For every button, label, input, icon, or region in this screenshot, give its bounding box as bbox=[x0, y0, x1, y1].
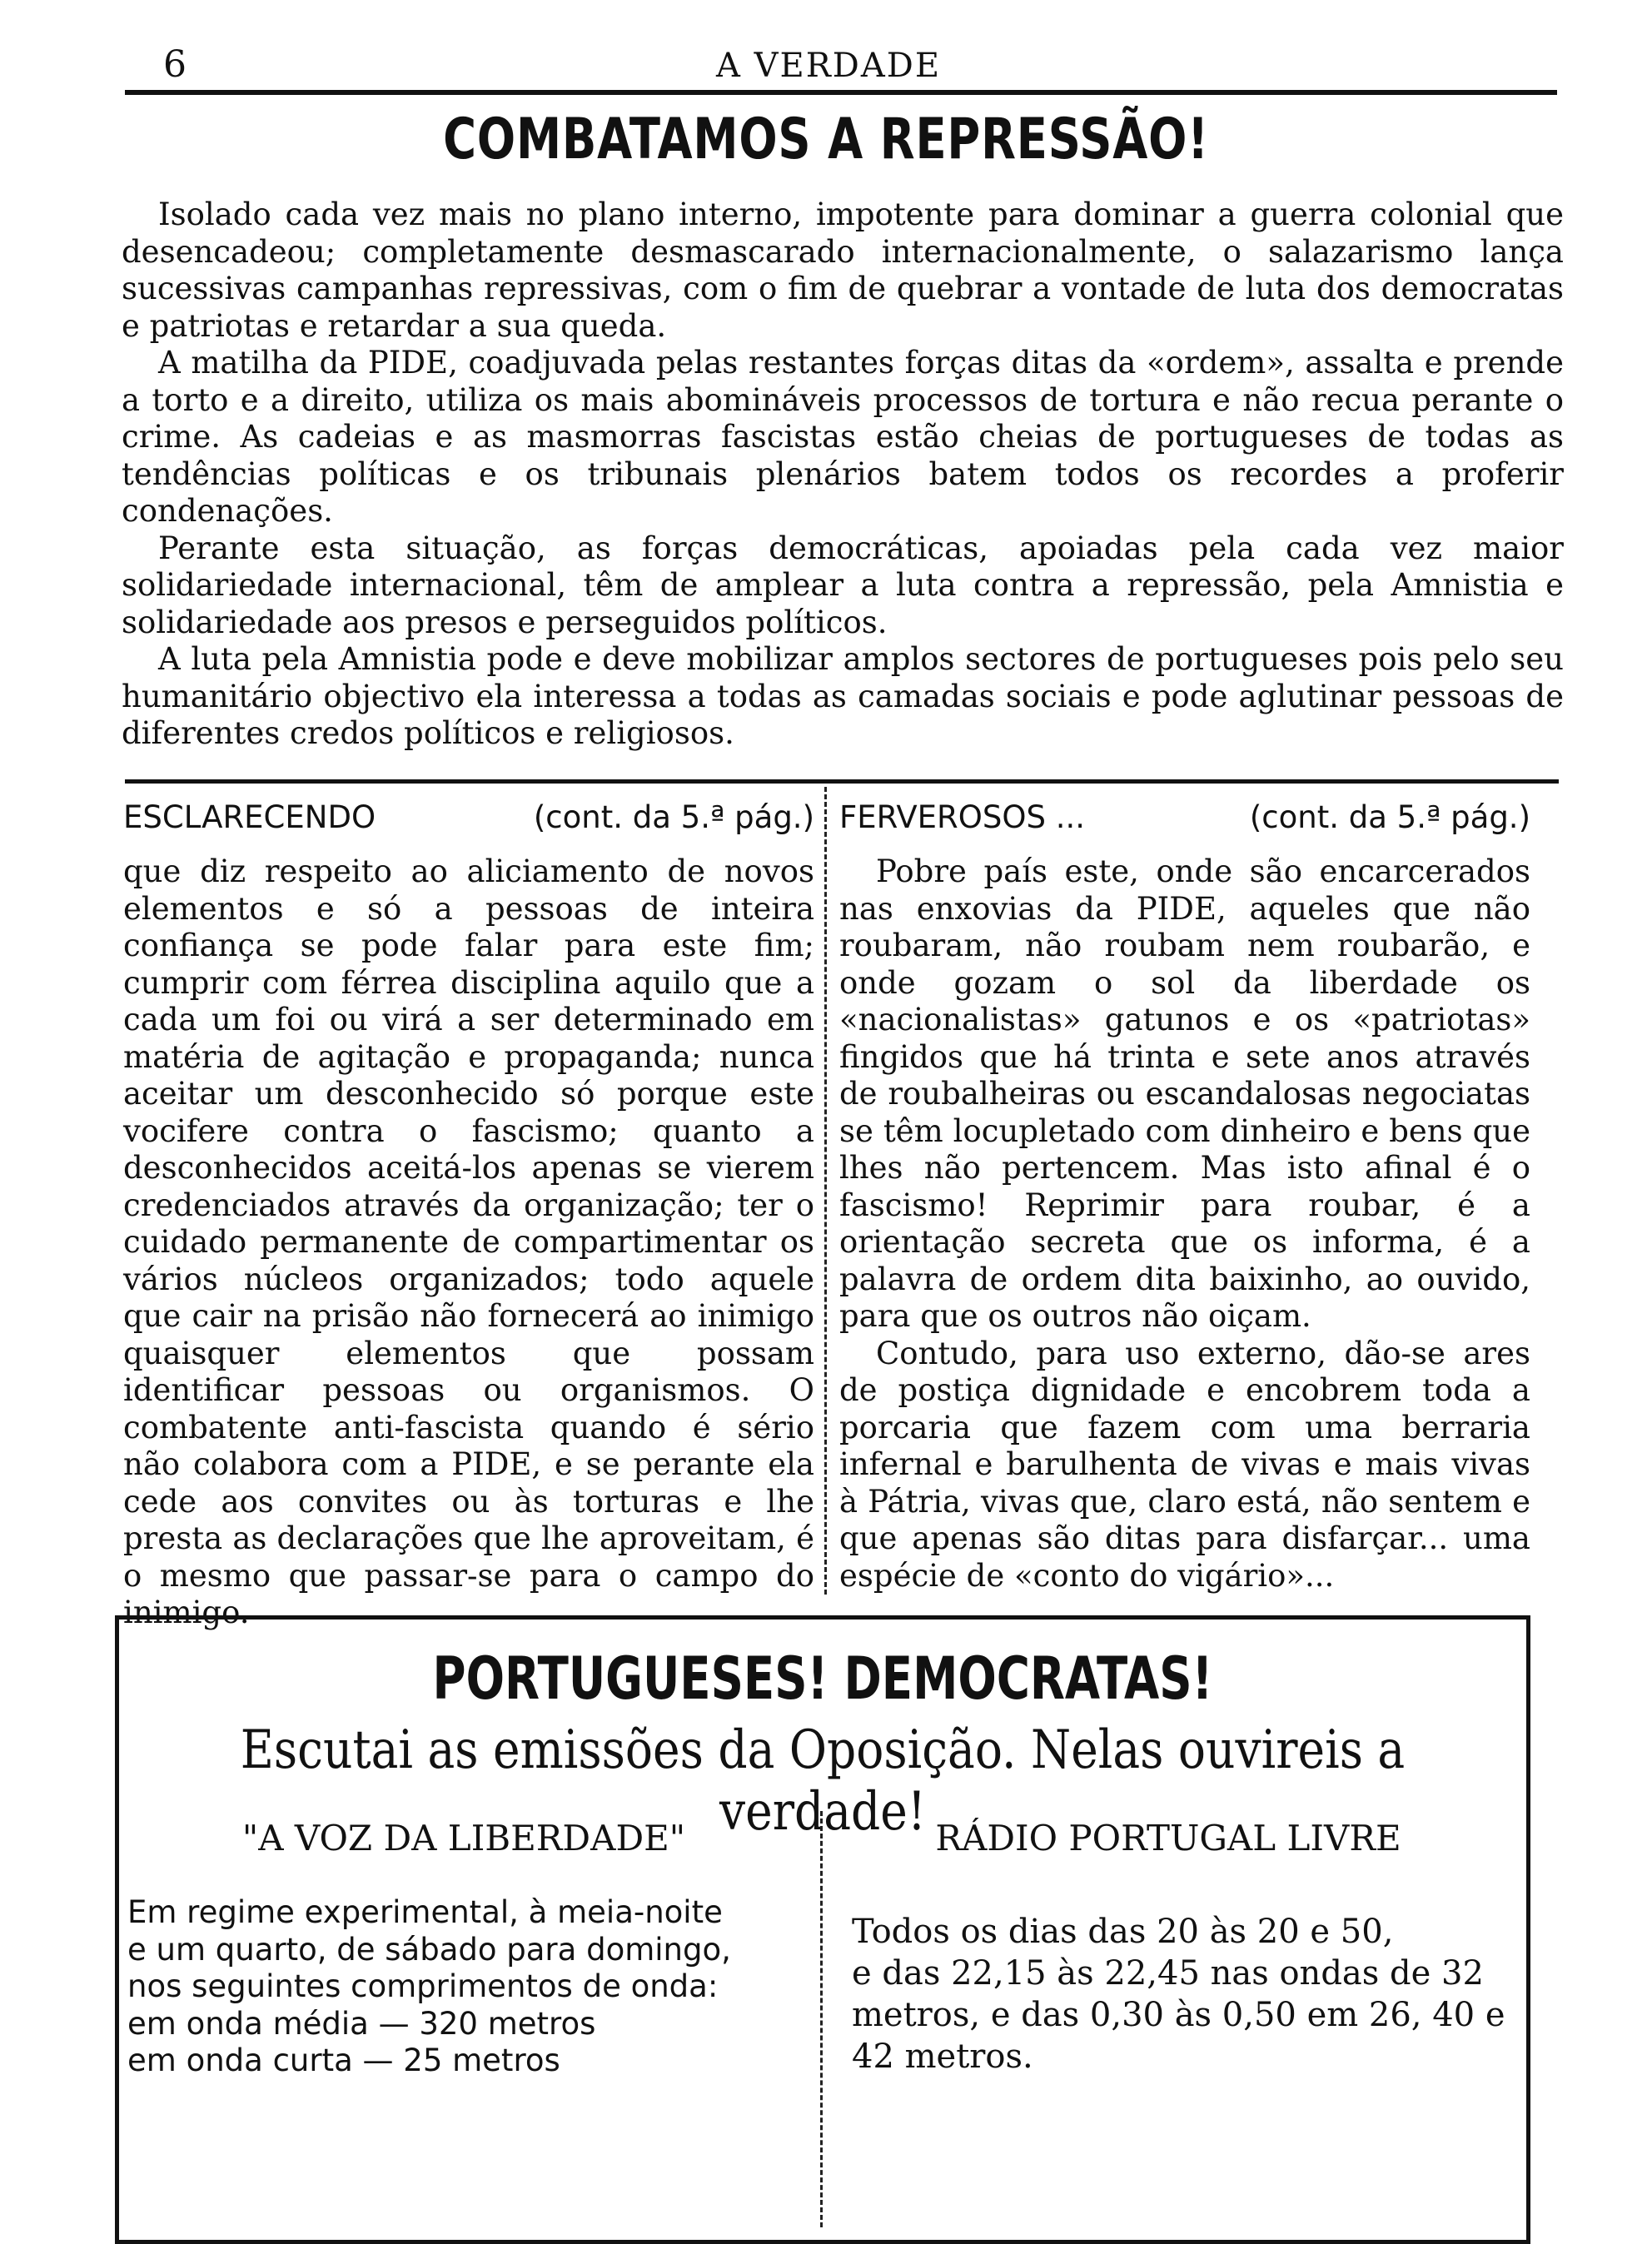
schedule-line: 42 metros. bbox=[852, 2038, 1033, 2076]
continuation-note: (cont. da 5.ª pág.) bbox=[1249, 799, 1530, 835]
header-rule bbox=[125, 90, 1557, 95]
continuation-note: (cont. da 5.ª pág.) bbox=[533, 799, 814, 835]
column-ferverosos bbox=[839, 799, 1530, 1595]
lead-paragraph: A luta pela Amnistia pode e deve mobilizar amplos sectores de portugueses pois pelo seu humanitário objectivo ela interessa a todas as camadas sociais e pode aglutinar pessoas de diferentes credos políticos e religiosos. bbox=[122, 641, 1564, 751]
schedule-line: em onda média — 320 metros bbox=[127, 2005, 596, 2042]
schedule-line: e das 22,15 às 22,45 nas ondas de 32 bbox=[852, 1954, 1484, 1993]
column-esclarecendo bbox=[123, 799, 814, 1632]
station-name-radio-portugal-livre: RÁDIO PORTUGAL LIVRE bbox=[935, 1818, 1401, 1858]
column-heading bbox=[123, 799, 814, 835]
box-title: PORTUGUESES! DEMOCRATAS! bbox=[432, 1644, 1213, 1713]
article-headline: COMBATAMOS A REPRESSÃO! bbox=[443, 107, 1209, 172]
lead-paragraph: A matilha da PIDE, coadjuvada pelas restantes forças ditas da «ordem», assalta e prende a torto e a direito, utiliza os mais abomináveis processos de tortura e não recua perante o crime. As cadeias e as masmorras fascistas estão cheias de portugueses de todas as tendências políticas e os tribunais plenários batem todos os recordes a proferir condenações. bbox=[122, 345, 1564, 529]
column-divider bbox=[824, 787, 827, 1595]
schedule-radio-portugal-livre bbox=[852, 1911, 1505, 2077]
page-number: 6 bbox=[163, 43, 187, 86]
station-name-voz-liberdade: "A VOZ DA LIBERDADE" bbox=[241, 1818, 686, 1858]
box-divider bbox=[820, 1811, 823, 2227]
section-rule bbox=[125, 779, 1559, 784]
column-paragraph: Pobre país este, onde são encarcerados nas enxovias da PIDE, aqueles que não roubaram, não roubam nem roubarão, e onde gozam o sol da liberdade os «nacionalistas» gatunos e os «patriotas» fingidos que há trinta e sete anos através de roubalheiras ou escandalosas negociatas se têm locupletado com dinheiro e bens que lhes não pertencem. Mas isto afinal é o fascismo! Reprimir para roubar, é a orientação secreta que os informa, é a palavra de ordem dita baixinho, ao ouvido, para que os outros não oiçam. bbox=[839, 853, 1530, 1334]
schedule-line: em onda curta — 25 metros bbox=[127, 2042, 560, 2078]
box-subtitle: Escutai as emissões da Oposição. Nelas ouvireis a verdade! bbox=[240, 1719, 1406, 1843]
column-title: ESCLARECENDO bbox=[123, 799, 376, 835]
newspaper-title: A VERDADE bbox=[716, 47, 942, 85]
schedule-line: e um quarto, de sábado para domingo, bbox=[127, 1931, 731, 1968]
schedule-voz-liberdade bbox=[127, 1894, 802, 2080]
column-heading bbox=[839, 799, 1530, 835]
column-paragraph: que diz respeito ao aliciamento de novos elementos e só a pessoas de inteira confiança se pode falar para este fim; cumprir com férrea disciplina aquilo que a cada um foi ou virá a ser determinado em matéria de agitação e propaganda; nunca aceitar um desconhecido só porque este vocifere contra o fascismo; quanto a desconhecidos aceitá-los apenas se vierem credenciados através da organização; ter o cuidado permanente de compartimentar os vários núcleos organizados; todo aquele que cair na prisão não fornecerá ao inimigo quaisquer elementos que possam identificar pessoas ou organismos. O combatente anti-fascista quando é sério não colabora com a PIDE, e se perante ela cede aos convites ou às torturas e lhe presta as declarações que lhe aproveitam, é o mesmo que passar-se para o campo do inimigo. bbox=[123, 853, 814, 1630]
lead-paragraph: Perante esta situação, as forças democráticas, apoiadas pela cada vez maior solidariedade internacional, têm de amplear a luta contra a repressão, pela Amnistia e solidariedade aos presos e perseguidos políticos. bbox=[122, 530, 1564, 640]
schedule-line: Em regime experimental, à meia-noite bbox=[127, 1894, 723, 1930]
schedule-line: nos seguintes comprimentos de onda: bbox=[127, 1968, 719, 2004]
lead-article bbox=[122, 197, 1564, 753]
column-paragraph: Contudo, para uso externo, dão-se ares de postiça dignidade e encobrem toda a porcaria que fazem com uma berraria infernal e barulhenta de vivas e mais vivas à Pátria, vivas que, claro está, não sentem e que apenas são ditas para disfarçar... uma espécie de «conto do vigário»... bbox=[839, 1335, 1530, 1594]
schedule-line: Todos os dias das 20 às 20 e 50, bbox=[852, 1913, 1394, 1951]
schedule-line: metros, e das 0,30 às 0,50 em 26, 40 e bbox=[852, 1996, 1505, 2034]
column-title: FERVEROSOS ... bbox=[839, 799, 1086, 835]
radio-announcement-box bbox=[115, 1615, 1530, 2244]
lead-paragraph: Isolado cada vez mais no plano interno, impotente para dominar a guerra colonial que desencadeou; completamente desmascarado internacionalmente, o salazarismo lança sucessivas campanhas repressivas, com o fim de quebrar a vontade de luta dos democratas e patriotas e retardar a sua queda. bbox=[122, 197, 1564, 344]
